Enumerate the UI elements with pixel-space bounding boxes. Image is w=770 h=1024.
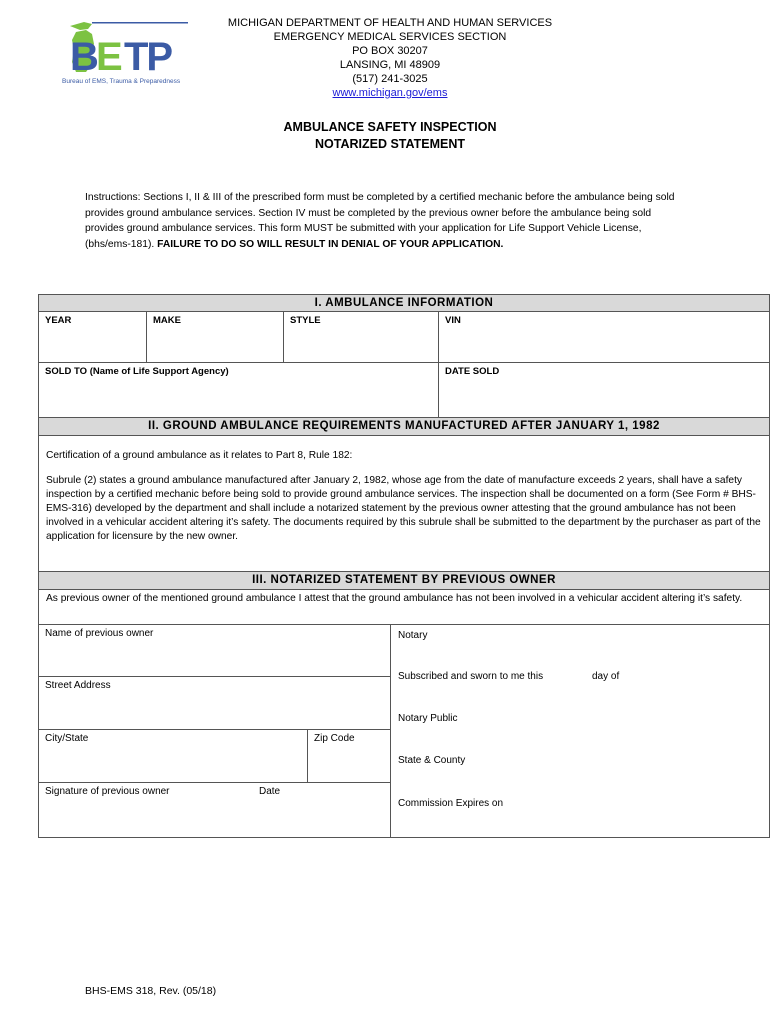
city-state-label: City/State (45, 733, 89, 744)
agency-line-1: MICHIGAN DEPARTMENT OF HEALTH AND HUMAN SERVICES (227, 17, 553, 29)
agency-line-5: (517) 241-3025 (352, 73, 428, 85)
certification-text: Certification of a ground ambulance as it relates to Part 8, Rule 182: (46, 450, 353, 461)
logo-tagline: Bureau of EMS, Trauma & Preparedness (62, 78, 181, 85)
attestation-text: As previous owner of the mentioned ground ambulance I attest that the ground ambulance has not been involved in a vehicular accident altering it’s safety. (46, 593, 743, 604)
section-2-heading: II. GROUND AMBULANCE REQUIREMENTS MANUFACTURED AFTER JANUARY 1, 1982 (38, 417, 770, 436)
style-field[interactable] (283, 311, 439, 363)
date-sold-label: DATE SOLD (445, 366, 500, 377)
vin-label: VIN (445, 315, 461, 326)
make-label: MAKE (153, 315, 181, 326)
sold-to-field[interactable] (38, 362, 439, 418)
state-county-label: State & County (398, 755, 466, 766)
signature-field[interactable] (38, 782, 391, 838)
year-label: YEAR (45, 315, 72, 326)
signature-label: Signature of previous owner (45, 786, 170, 797)
city-state-field[interactable] (38, 729, 308, 783)
zip-code-field[interactable] (307, 729, 391, 783)
signature-date-label: Date (259, 786, 281, 797)
website-link[interactable]: www.michigan.gov/ems (332, 87, 448, 99)
title-line-2: NOTARIZED STATEMENT (315, 137, 465, 151)
agency-header (190, 16, 590, 100)
section-2-body (38, 435, 770, 572)
subrule-text: Subrule (2) states a ground ambulance manufactured after January 2, 1982, whose age from the date of manufacture exceeds 2 years, shall have a safety inspection by a certified mechanic before being sold to provide ground ambulance services. The inspection shall be documented on a form (See Form # BHS-EMS-316) developed by the department and shall include a notarized statement by the previous owner attesting that the ground ambulance has not been involved in a vehicular accident altering it’s safety. The documents required by this subrule shall be submitted to the department by the purchaser as part of the application for licensure by the new owner. (46, 475, 761, 542)
previous-owner-name-field[interactable] (38, 624, 391, 677)
commission-expires-label: Commission Expires on (398, 798, 504, 809)
day-of-label: day of (592, 671, 620, 682)
document-title (190, 119, 590, 153)
betp-logo (62, 20, 192, 84)
instructions-text: Instructions: Sections I, II & III of the prescribed form must be completed by a certified mechanic before the ambulance being sold provides ground ambulance services. Section IV must be completed by the previous owner before the ambulance being sold provides ground ambulance services. This form MUST be submitted with your application for Life Support Vehicle License, (bhs/ems-181). (85, 192, 675, 250)
svg-text:B: B (70, 35, 97, 78)
date-sold-field[interactable] (438, 362, 770, 418)
agency-line-2: EMERGENCY MEDICAL SERVICES SECTION (273, 31, 507, 43)
notary-label: Notary (398, 630, 428, 641)
svg-text:E: E (96, 35, 121, 78)
agency-line-3: PO BOX 30207 (352, 45, 428, 57)
sold-to-label: SOLD TO (Name of Life Support Agency) (45, 366, 229, 377)
attestation-box (38, 589, 770, 625)
svg-text:TP: TP (124, 35, 172, 78)
street-address-field[interactable] (38, 676, 391, 730)
section-3-heading: III. NOTARIZED STATEMENT BY PREVIOUS OWNER (38, 571, 770, 590)
instructions-warning: FAILURE TO DO SO WILL RESULT IN DENIAL OF YOUR APPLICATION. (157, 238, 504, 250)
instructions (85, 190, 690, 252)
year-field[interactable] (38, 311, 147, 363)
title-line-1: AMBULANCE SAFETY INSPECTION (283, 120, 497, 134)
notary-public-label: Notary Public (398, 713, 458, 724)
michigan-map-icon (62, 20, 192, 78)
subscribed-label: Subscribed and sworn to me this (398, 671, 544, 682)
form-id: BHS-EMS 318, Rev. (05/18) (85, 985, 217, 997)
style-label: STYLE (290, 315, 321, 326)
notary-box[interactable] (390, 624, 770, 838)
vin-field[interactable] (438, 311, 770, 363)
section-1-heading: I. AMBULANCE INFORMATION (38, 294, 770, 312)
zip-code-label: Zip Code (314, 733, 355, 744)
agency-line-4: LANSING, MI 48909 (339, 59, 441, 71)
make-field[interactable] (146, 311, 284, 363)
street-address-label: Street Address (45, 680, 111, 691)
previous-owner-name-label: Name of previous owner (45, 628, 154, 639)
